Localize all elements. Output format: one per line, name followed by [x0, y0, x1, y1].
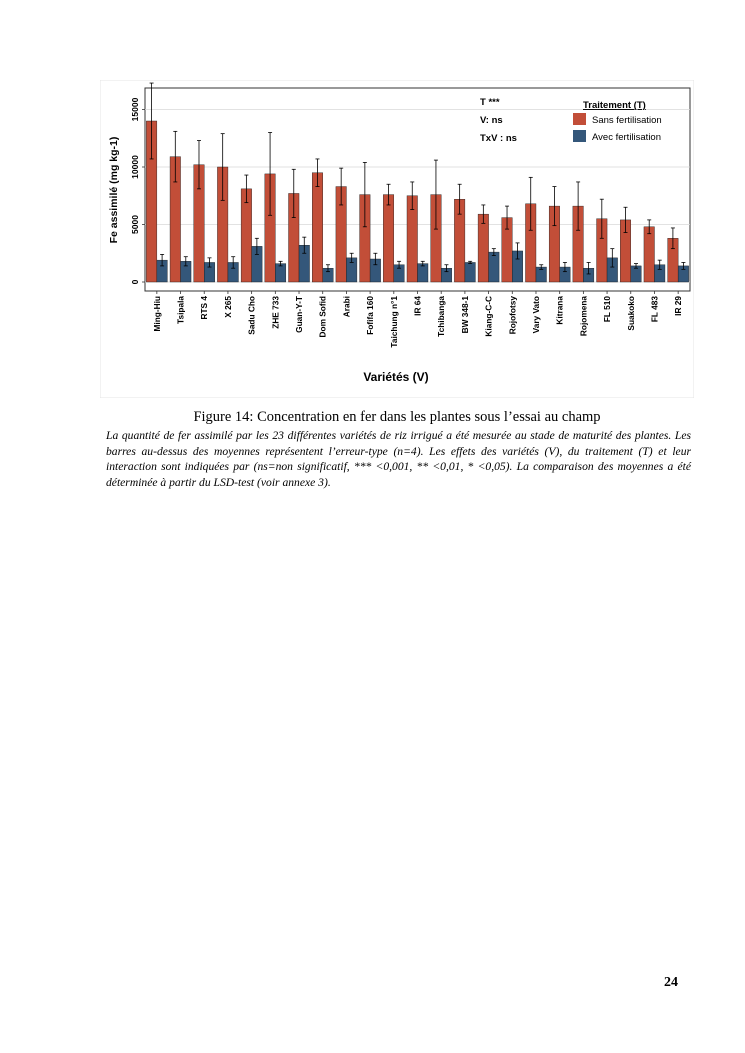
y-tick-label: 5000: [130, 215, 140, 234]
x-tick-label: BW 348-1: [459, 296, 470, 334]
x-tick-label: RTS 4: [199, 296, 210, 320]
y-axis-label: Fe assimilé (mg kg-1): [108, 136, 120, 244]
bar-sans-fertilisation: [478, 214, 489, 282]
x-tick-label: X 265: [222, 296, 233, 318]
bar-avec-fertilisation: [275, 264, 286, 282]
x-tick-label: ZHE 733: [270, 296, 281, 329]
bar-sans-fertilisation: [383, 195, 394, 282]
x-tick-label: Ming-Hiu: [151, 296, 162, 332]
annotation-t: T ***: [480, 97, 500, 108]
x-tick-label: FL 510: [602, 296, 613, 323]
page-number: 24: [664, 975, 678, 990]
x-tick-label: Dom Sofid: [317, 296, 328, 338]
bar-chart: [100, 80, 694, 398]
legend-swatch-sans-fertilisation: [573, 113, 586, 125]
annotation-txv: TxV : ns: [480, 133, 517, 144]
legend-label-avec-fertilisation: Avec fertilisation: [592, 132, 661, 143]
y-tick-label: 0: [130, 279, 140, 285]
x-tick-label: Suakoko: [625, 296, 636, 331]
x-tick-label: Guan-Y-T: [294, 296, 305, 333]
x-axis-label: Variétés (V): [363, 370, 429, 384]
x-tick-label: IR 64: [412, 296, 423, 316]
bar-sans-fertilisation: [644, 227, 655, 282]
figure-title: Figure 14: Concentration en fer dans les plantes sous l’essai au champ: [193, 409, 601, 425]
y-tick-label: 15000: [130, 97, 140, 122]
x-tick-label: Fofifa 160: [365, 296, 376, 335]
bar-avec-fertilisation: [465, 262, 476, 282]
x-tick-label: Arabi: [341, 296, 352, 318]
bar-sans-fertilisation: [312, 173, 323, 282]
legend-label-sans-fertilisation: Sans fertilisation: [592, 115, 662, 126]
x-tick-label: Tchibanga: [436, 296, 447, 337]
y-tick-label: 10000: [130, 155, 140, 179]
x-tick-label: FL 483: [649, 296, 660, 323]
chart: [100, 80, 694, 398]
legend-title: Traitement (T): [583, 100, 646, 111]
x-tick-label: Kiang-C-C: [483, 296, 494, 337]
x-tick-label: Sadu Cho: [246, 296, 257, 335]
x-tick-label: IR 29: [673, 296, 684, 316]
annotation-v: V: ns: [480, 115, 503, 126]
x-tick-label: Vary Vato: [530, 296, 541, 334]
x-tick-label: Rojofotsy: [507, 296, 518, 335]
bar-avec-fertilisation: [489, 252, 500, 282]
legend-swatch-avec-fertilisation: [573, 130, 586, 142]
x-tick-label: Tsipala: [175, 296, 186, 324]
figure-caption: La quantité de fer assimilé par les 23 différentes variétés de riz irrigué a été mesurée au stade de maturité des plantes. Les barres au-dessus des moyennes représentent l’erreur-type (n=4). Les effets des variétés (V), du traitement (T) et leur interaction sont indiquées par (ns=non significatif, *** <0,001, ** <0,01, * <0,05). La comparaison des moyennes a été déterminée à partir du LSD-test (voir annexe 3).: [106, 429, 691, 489]
x-tick-label: Kitrana: [554, 296, 565, 325]
x-tick-label: Taichung n°1: [388, 296, 399, 348]
x-tick-label: Rojomena: [578, 296, 589, 337]
bar-avec-fertilisation: [418, 264, 429, 282]
